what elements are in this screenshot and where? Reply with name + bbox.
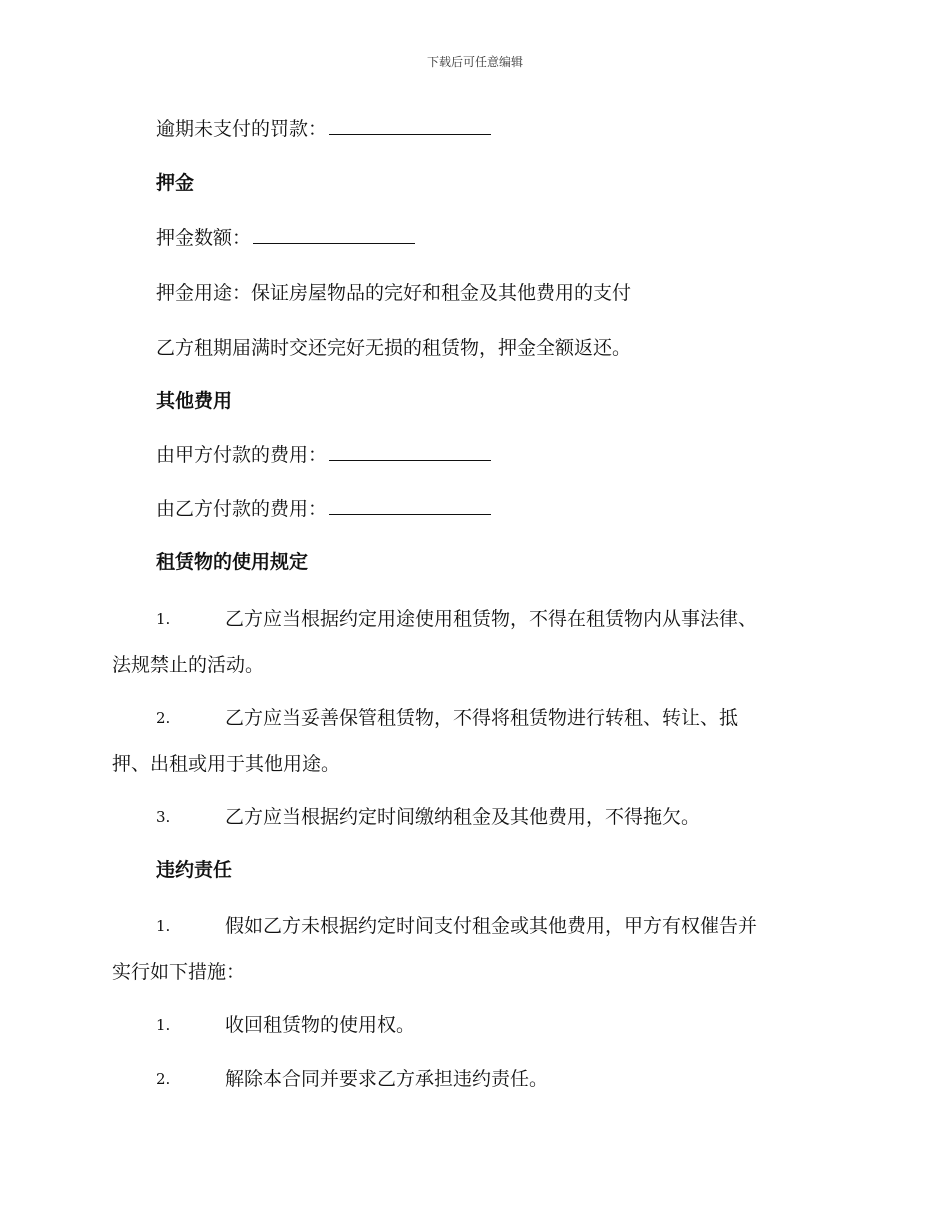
usage-item-text xyxy=(112,695,836,787)
party-b-fees-blank-field xyxy=(329,498,491,515)
usage-item-line: 押、出租或用于其他用途。 xyxy=(112,753,341,775)
party-a-fees-line xyxy=(156,442,491,468)
measure-number: 1. xyxy=(156,1016,171,1034)
party-a-fees-label: 由甲方付款的费用： xyxy=(156,444,328,466)
penalty-blank-field xyxy=(329,118,491,135)
breach-item-line: 实行如下措施： xyxy=(112,961,246,983)
breach-item-line: 假如乙方未根据约定时间支付租金或其他费用，甲方有权催告并 xyxy=(225,915,758,937)
penalty-line xyxy=(156,116,491,142)
party-b-fees-line xyxy=(156,496,491,522)
usage-item-number: 2. xyxy=(156,709,171,727)
penalty-label: 逾期未支付的罚款： xyxy=(156,118,328,140)
breach-item-number: 1. xyxy=(156,917,171,935)
usage-item-line: 乙方应当根据约定时间缴纳租金及其他费用，不得拖欠。 xyxy=(225,806,701,828)
measure-text: 收回租赁物的使用权。 xyxy=(225,1014,416,1036)
measure-number: 2. xyxy=(156,1070,171,1088)
party-b-fees-label: 由乙方付款的费用： xyxy=(156,498,328,520)
deposit-amount-blank-field xyxy=(253,227,415,244)
usage-item-number: 3. xyxy=(156,808,171,826)
measure-text: 解除本合同并要求乙方承担违约责任。 xyxy=(225,1068,549,1090)
usage-item-text xyxy=(112,794,836,840)
usage-heading: 租赁物的使用规定 xyxy=(156,551,309,573)
deposit-return: 乙方租期届满时交还完好无损的租赁物，押金全额返还。 xyxy=(156,337,632,359)
breach-item-text xyxy=(112,903,836,995)
deposit-amount-line xyxy=(156,225,415,251)
usage-item-line: 法规禁止的活动。 xyxy=(112,654,265,676)
usage-item-line: 乙方应当根据约定用途使用租赁物，不得在租赁物内从事法律、 xyxy=(225,608,758,630)
usage-item-line: 乙方应当妥善保管租赁物，不得将租赁物进行转租、转让、抵 xyxy=(225,707,739,729)
usage-item-number: 1. xyxy=(156,610,171,628)
other-fees-heading: 其他费用 xyxy=(156,390,233,412)
deposit-amount-label: 押金数额： xyxy=(156,227,252,249)
usage-item-text xyxy=(112,596,836,688)
page-header: 下载后可任意编辑 xyxy=(426,55,523,69)
breach-heading: 违约责任 xyxy=(156,859,233,881)
party-a-fees-blank-field xyxy=(329,444,491,461)
deposit-heading: 押金 xyxy=(156,172,195,194)
deposit-purpose: 押金用途：保证房屋物品的完好和租金及其他费用的支付 xyxy=(156,282,632,304)
